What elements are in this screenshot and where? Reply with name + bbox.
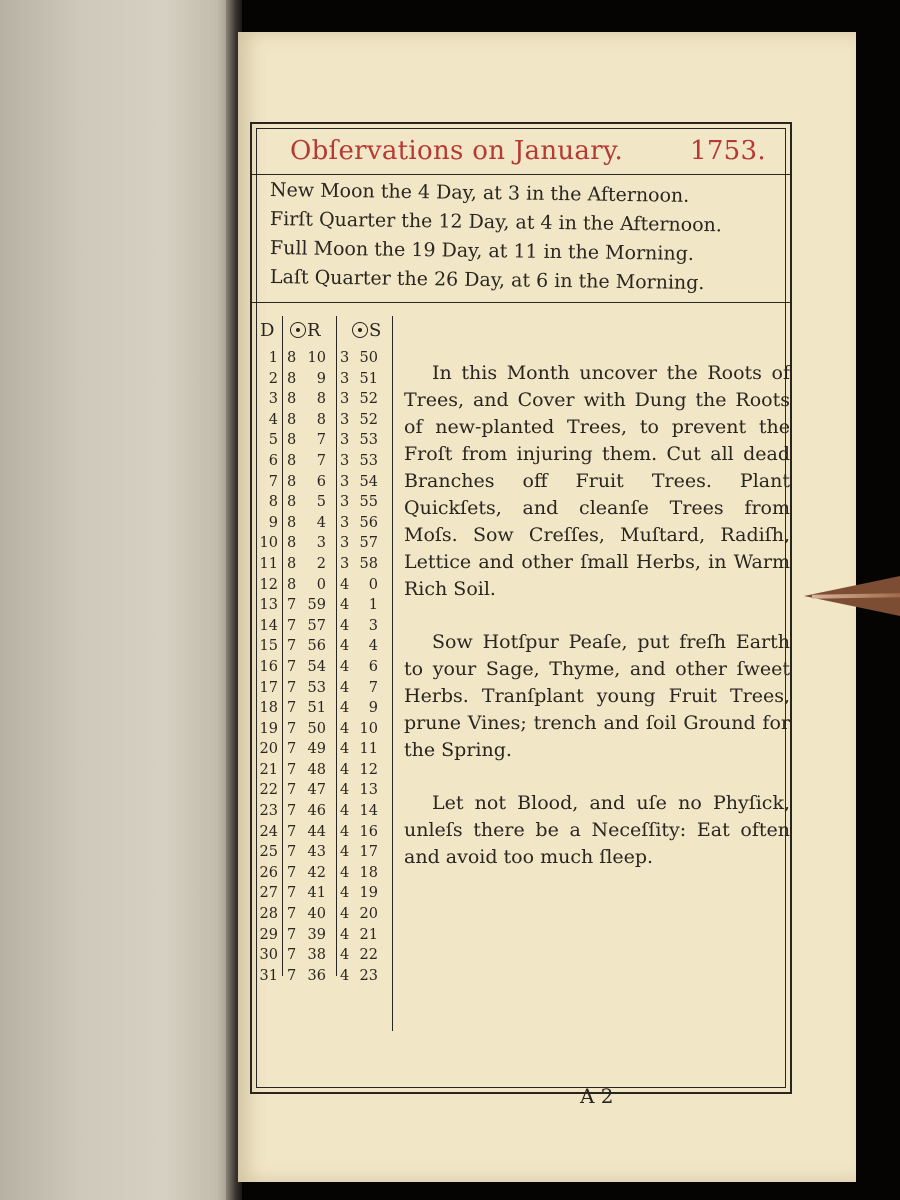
cell-rise-minute: 56 [307,638,326,655]
moon-phase-new: New Moon the 4 Day, at 3 in the Afternoon. [269,179,690,207]
cell-set-minute: 53 [359,432,378,449]
col-head-set-label: S [369,320,382,341]
cell-rise-minute: 48 [307,761,326,778]
cell-set-hour: 4 [340,864,350,881]
cell-rise-minute: 6 [316,473,326,490]
cell-day: 26 [259,864,278,881]
cell-rise-minute: 59 [307,597,326,614]
cell-day: 9 [268,514,278,531]
table-row [252,762,402,783]
table-row [252,391,402,412]
cell-day: 30 [259,947,278,964]
phases-rule [252,302,790,303]
note-paragraph: Sow Hotſpur Peaſe, put freſh Earth to your Sage, Thyme, and other ſweet Herbs. Tranſplant young Fruit Trees, prune Vines; trench and ſoil Ground for the Spring. [404,631,790,761]
cell-set-minute: 54 [359,473,378,490]
cell-day: 5 [268,432,278,449]
cell-day: 10 [259,535,278,552]
cell-rise-minute: 44 [307,823,326,840]
cell-set-minute: 6 [368,658,378,675]
cell-day: 15 [259,638,278,655]
cell-rise-minute: 51 [307,700,326,717]
cell-set-minute: 17 [359,844,378,861]
table-row [252,782,402,803]
cell-rise-minute: 38 [307,947,326,964]
cell-day: 13 [259,597,278,614]
cell-rise-hour: 7 [287,700,297,717]
cell-rise-minute: 2 [316,555,326,572]
cell-set-minute: 23 [359,967,378,984]
cell-rise-hour: 7 [287,617,297,634]
cell-rise-hour: 7 [287,823,297,840]
col-head-rise-label: R [307,320,321,341]
table-row [252,556,402,577]
cell-rise-hour: 7 [287,885,297,902]
cell-rise-hour: 8 [287,535,297,552]
page-title [290,136,790,166]
sun-table-rows [252,350,402,988]
cell-set-minute: 1 [368,597,378,614]
table-row [252,618,402,639]
cell-rise-minute: 7 [316,432,326,449]
cell-rise-hour: 7 [287,658,297,675]
cell-rise-hour: 7 [287,967,297,984]
cell-rise-minute: 8 [316,391,326,408]
cell-set-hour: 4 [340,617,350,634]
cell-set-minute: 21 [359,926,378,943]
cell-day: 6 [268,452,278,469]
cell-set-hour: 3 [340,432,350,449]
cell-set-minute: 57 [359,535,378,552]
cell-rise-hour: 7 [287,844,297,861]
cell-set-hour: 3 [340,494,350,511]
cell-set-hour: 3 [340,411,350,428]
cell-day: 24 [259,823,278,840]
cell-rise-minute: 41 [307,885,326,902]
cell-day: 4 [268,411,278,428]
cell-day: 3 [268,391,278,408]
table-row [252,927,402,948]
cell-set-hour: 4 [340,906,350,923]
table-row [252,824,402,845]
cell-set-minute: 50 [359,350,378,366]
title-heading: Obſervations on January. [290,136,624,166]
cell-day: 25 [259,844,278,861]
cell-day: 7 [268,473,278,490]
table-row [252,597,402,618]
note-paragraph: In this Month uncover the Roots of Trees, and Cover with Dung the Roots of new-planted Trees, to prevent the Froſt from injuring them. Cut all dead Branches off Fruit Trees. Plant Quickſets, and cleanſe Trees from Moſs. Sow Creſſes, Muſtard, Radiſh, Lettice and other ſmall Herbs, in Warm Rich Soil. [404,362,790,600]
cell-rise-minute: 5 [316,494,326,511]
cell-set-hour: 3 [340,350,350,366]
cell-rise-hour: 8 [287,432,297,449]
month-notes [404,360,790,897]
cell-set-hour: 3 [340,370,350,387]
cell-rise-hour: 7 [287,803,297,820]
cell-rise-minute: 8 [316,411,326,428]
cell-set-hour: 4 [340,803,350,820]
cell-rise-minute: 9 [316,370,326,387]
cell-set-minute: 18 [359,864,378,881]
cell-set-minute: 11 [359,741,378,758]
cell-rise-minute: 40 [307,906,326,923]
cell-set-minute: 55 [359,494,378,511]
table-row [252,371,402,392]
moon-phase-first-quarter: Firſt Quarter the 12 Day, at 4 in the Afternoon. [269,208,723,237]
cell-day: 17 [259,679,278,696]
page-signature: A 2 [580,1084,614,1108]
cell-rise-hour: 7 [287,926,297,943]
cell-rise-minute: 4 [316,514,326,531]
cell-set-hour: 4 [340,926,350,943]
table-row [252,721,402,742]
cell-rise-hour: 8 [287,555,297,572]
cell-rise-hour: 8 [287,494,297,511]
cell-rise-hour: 7 [287,638,297,655]
cell-rise-minute: 43 [307,844,326,861]
table-row [252,844,402,865]
cell-set-minute: 52 [359,391,378,408]
cell-set-hour: 3 [340,452,350,469]
title-rule [252,174,790,175]
cell-set-minute: 16 [359,823,378,840]
cell-set-hour: 3 [340,555,350,572]
cell-set-hour: 4 [340,576,350,593]
cell-set-minute: 3 [368,617,378,634]
cell-day: 16 [259,658,278,675]
cell-set-minute: 56 [359,514,378,531]
cell-day: 11 [259,555,278,572]
cell-set-hour: 4 [340,597,350,614]
cell-rise-minute: 50 [307,720,326,737]
cell-day: 2 [268,370,278,387]
table-row [252,432,402,453]
table-row [252,865,402,886]
table-row [252,803,402,824]
cell-rise-hour: 8 [287,391,297,408]
cell-set-minute: 9 [368,700,378,717]
cell-rise-hour: 7 [287,597,297,614]
table-row [252,494,402,515]
table-row [252,412,402,433]
table-row [252,906,402,927]
cell-set-hour: 3 [340,535,350,552]
cell-rise-minute: 36 [307,967,326,984]
cell-set-hour: 4 [340,741,350,758]
cell-set-hour: 4 [340,679,350,696]
cell-set-minute: 14 [359,803,378,820]
cell-rise-minute: 10 [307,350,326,366]
cell-rise-hour: 7 [287,782,297,799]
cell-day: 31 [259,967,278,984]
cell-rise-hour: 8 [287,350,297,366]
cell-set-hour: 4 [340,947,350,964]
cell-set-minute: 13 [359,782,378,799]
cell-rise-hour: 7 [287,741,297,758]
cell-set-minute: 19 [359,885,378,902]
table-row [252,659,402,680]
cell-set-hour: 4 [340,967,350,984]
cell-rise-minute: 49 [307,741,326,758]
page-frame [250,122,792,1108]
cell-day: 20 [259,741,278,758]
cell-rise-hour: 7 [287,720,297,737]
table-row [252,700,402,721]
cell-set-minute: 7 [368,679,378,696]
cell-rise-hour: 8 [287,576,297,593]
cell-rise-minute: 3 [316,535,326,552]
cell-day: 27 [259,885,278,902]
table-row [252,453,402,474]
cell-day: 22 [259,782,278,799]
title-year: 1753. [690,136,766,166]
table-row [252,515,402,536]
facing-page [0,0,236,1200]
cell-set-minute: 0 [368,576,378,593]
cell-set-hour: 4 [340,658,350,675]
moon-phase-full: Full Moon the 19 Day, at 11 in the Morning. [269,237,695,265]
moon-phases [269,176,790,295]
cell-rise-minute: 54 [307,658,326,675]
cell-rise-hour: 7 [287,864,297,881]
cell-rise-hour: 8 [287,473,297,490]
cell-day: 23 [259,803,278,820]
cell-set-hour: 4 [340,761,350,778]
cell-set-hour: 4 [340,700,350,717]
cell-set-minute: 20 [359,906,378,923]
sun-icon [290,322,306,338]
cell-day: 28 [259,906,278,923]
cell-set-minute: 12 [359,761,378,778]
cell-set-minute: 10 [359,720,378,737]
cell-set-minute: 22 [359,947,378,964]
cell-rise-minute: 39 [307,926,326,943]
cell-set-hour: 3 [340,391,350,408]
cell-set-minute: 53 [359,452,378,469]
table-row [252,350,402,371]
table-row [252,535,402,556]
cell-rise-hour: 7 [287,947,297,964]
table-row [252,577,402,598]
cell-rise-hour: 8 [287,370,297,387]
table-row [252,638,402,659]
cell-rise-hour: 7 [287,679,297,696]
almanac-page [238,32,856,1182]
cell-rise-hour: 8 [287,514,297,531]
cell-rise-minute: 53 [307,679,326,696]
cell-rise-minute: 7 [316,452,326,469]
table-row [252,885,402,906]
table-row [252,680,402,701]
cell-set-hour: 4 [340,844,350,861]
cell-day: 19 [259,720,278,737]
cell-set-minute: 52 [359,411,378,428]
cell-day: 8 [268,494,278,511]
cell-set-hour: 4 [340,782,350,799]
cell-set-hour: 4 [340,885,350,902]
cell-rise-minute: 0 [316,576,326,593]
col-head-set [352,320,381,341]
col-head-day: D [260,320,275,341]
cell-rise-hour: 8 [287,411,297,428]
cell-rise-minute: 47 [307,782,326,799]
table-row [252,741,402,762]
cell-set-hour: 4 [340,720,350,737]
cell-set-hour: 4 [340,638,350,655]
table-row [252,968,402,989]
cell-set-hour: 3 [340,473,350,490]
cell-set-minute: 51 [359,370,378,387]
cell-rise-minute: 46 [307,803,326,820]
cell-set-minute: 58 [359,555,378,572]
sun-table [252,310,402,1045]
cell-rise-hour: 8 [287,452,297,469]
cell-set-hour: 3 [340,514,350,531]
cell-day: 14 [259,617,278,634]
cell-set-minute: 4 [368,638,378,655]
cell-day: 1 [268,350,278,366]
cell-day: 18 [259,700,278,717]
cell-day: 12 [259,576,278,593]
table-row [252,474,402,495]
cell-rise-minute: 57 [307,617,326,634]
cell-set-hour: 4 [340,823,350,840]
table-row [252,947,402,968]
note-paragraph: Let not Blood, and uſe no Phyſick, unleſs there be a Neceſſity: Eat often and avoid too much ſleep. [404,792,790,868]
cell-day: 29 [259,926,278,943]
cell-rise-hour: 7 [287,906,297,923]
cell-rise-minute: 42 [307,864,326,881]
cell-day: 21 [259,761,278,778]
col-head-rise [290,320,321,341]
sun-icon [352,322,368,338]
moon-phase-last-quarter: Laſt Quarter the 26 Day, at 6 in the Morning. [269,266,705,295]
cell-rise-hour: 7 [287,761,297,778]
